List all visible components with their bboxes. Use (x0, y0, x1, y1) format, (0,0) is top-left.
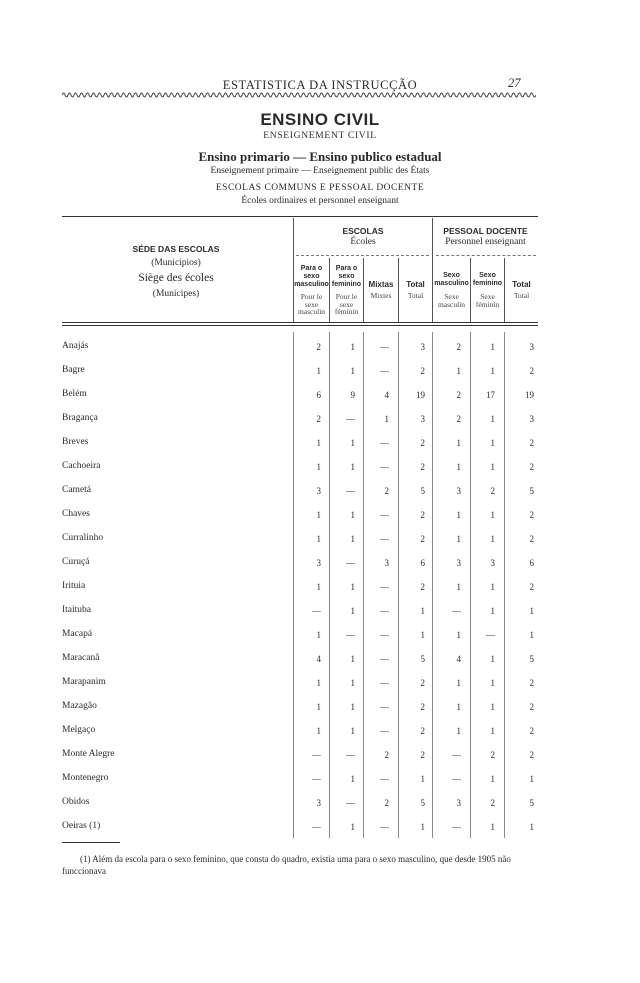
table-cell: 9 (350, 390, 355, 400)
table-cell: 1 (456, 582, 461, 592)
table-cell: 1 (420, 822, 425, 832)
table-cell: 1 (350, 654, 355, 664)
table-cell: — (312, 606, 321, 616)
table-cell: 1 (316, 726, 321, 736)
table-cell: 3 (420, 414, 425, 424)
municipio-name: Marapanim (62, 677, 106, 687)
column-header-fr: sexe (339, 299, 354, 309)
header-divider (363, 258, 364, 322)
table-cell: 2 (384, 798, 389, 808)
table-cell: 1 (350, 510, 355, 520)
column-header-fr: Mixtes (370, 291, 392, 300)
table-cell: 3 (529, 414, 534, 424)
table-top-rule (62, 216, 538, 217)
table-cell: 5 (529, 798, 534, 808)
table-cell: 3 (456, 558, 461, 568)
table-cell: 6 (529, 558, 534, 568)
column-header-fr: masculin (297, 307, 326, 316)
table-cell: 1 (490, 582, 495, 592)
municipio-name: Monte Alegre (62, 749, 115, 759)
decorative-wavy-rule (62, 91, 536, 99)
table-cell: 4 (456, 654, 461, 664)
table-cell: 5 (529, 486, 534, 496)
table-cell: 1 (490, 726, 495, 736)
table-cell: 3 (316, 486, 321, 496)
table-cell: 3 (490, 558, 495, 568)
column-header-fr: sexe (304, 299, 319, 309)
municipio-name: Itaituba (62, 605, 92, 615)
table-cell: 1 (456, 462, 461, 472)
table-cell: 1 (316, 678, 321, 688)
table-cell: 2 (420, 438, 425, 448)
table-cell: 1 (456, 438, 461, 448)
table-cell: 2 (420, 510, 425, 520)
table-cell: 1 (350, 606, 355, 616)
table-cell: 2 (529, 534, 534, 544)
table-cell: — (380, 654, 389, 664)
footnote: (1) Além da escola para o sexo feminino, que consta do quadro, existia uma para o sexo masculino, que desde 1905 não funccionava (62, 854, 511, 876)
column-header-fr: Sexe (444, 292, 459, 301)
table-cell: 2 (456, 390, 461, 400)
table-cell: 1 (529, 606, 534, 616)
table-cell: 1 (316, 534, 321, 544)
table-cell: 1 (456, 510, 461, 520)
table-cell: 2 (529, 462, 534, 472)
table-cell: — (346, 558, 355, 568)
table-cell: 1 (490, 366, 495, 376)
table-cell: 1 (316, 510, 321, 520)
table-cell: 1 (316, 630, 321, 640)
column-header-fr: Pour le (300, 292, 323, 301)
municipio-name: Cachoeira (62, 461, 101, 471)
column-header-fr: Total (407, 291, 424, 300)
table-cell: 1 (316, 366, 321, 376)
municipio-name: Bagre (62, 365, 85, 375)
municipio-name: Oeiras (1) (62, 821, 101, 831)
table-cell: 2 (420, 462, 425, 472)
header-divider (398, 258, 399, 322)
table-cell: 3 (456, 486, 461, 496)
table-cell: 2 (420, 750, 425, 760)
table-cell: — (380, 678, 389, 688)
table-cell: 2 (529, 366, 534, 376)
table-cell: — (380, 822, 389, 832)
table-cell: 2 (529, 678, 534, 688)
municipio-name: Bragança (62, 413, 98, 423)
column-header-pt: masculino (294, 281, 329, 288)
table-cell: 2 (384, 486, 389, 496)
table-cell: 1 (490, 606, 495, 616)
table-cell: 2 (420, 582, 425, 592)
table-cell: 1 (350, 726, 355, 736)
table-cell: 5 (420, 486, 425, 496)
table-cell: 1 (350, 702, 355, 712)
municipio-name: Curralinho (62, 533, 104, 543)
table-cell: 2 (529, 510, 534, 520)
ecoles-header: Écoles (350, 237, 376, 247)
table-cell: — (380, 774, 389, 784)
column-header-fr: masculin (437, 299, 466, 309)
table-cell: 3 (529, 342, 534, 352)
table-cell: 5 (420, 798, 425, 808)
column-header-pt: feminino (472, 280, 503, 287)
column-header-pt: Mixtas (368, 280, 394, 289)
table-cell: 3 (384, 558, 389, 568)
municipio-name: Irituia (62, 581, 86, 591)
table-cell: — (380, 510, 389, 520)
escolas-header: ESCOLAS (342, 226, 384, 236)
pessoal-header: PESSOAL DOCENTE (443, 226, 528, 236)
table-cell: 4 (384, 390, 389, 400)
footnote-rule (62, 842, 120, 843)
table-cell: 1 (350, 774, 355, 784)
municipio-name: Montenegro (62, 773, 109, 783)
table-cell: 1 (456, 678, 461, 688)
table-cell: — (380, 438, 389, 448)
siege-header: Siège des écoles (138, 272, 214, 284)
column-header-fr: féminin (475, 299, 500, 309)
table-cell: — (486, 630, 495, 640)
municipes-header: (Municipes) (152, 289, 200, 299)
column-header-pt: sexo (303, 273, 320, 280)
column-header-fr: féminin (334, 307, 359, 316)
table-cell: 2 (529, 438, 534, 448)
table-cell: 4 (316, 654, 321, 664)
table-cell: 2 (456, 414, 461, 424)
table-cell: 1 (490, 822, 495, 832)
table-cell: 1 (456, 630, 461, 640)
table-cell: 1 (529, 630, 534, 640)
section-title: Ensino primario — Ensino publico estadual (198, 149, 442, 164)
table-title: ESCOLAS COMMUNS E PESSOAL DOCENTE (215, 183, 425, 193)
table-cell: 2 (384, 750, 389, 760)
table-cell: 1 (350, 462, 355, 472)
table-cell: 2 (529, 750, 534, 760)
table-cell: — (346, 798, 355, 808)
table-cell: — (346, 630, 355, 640)
table-cell: 1 (490, 534, 495, 544)
table-cell: 1 (420, 606, 425, 616)
column-header-pt: Sexo (443, 272, 460, 279)
table-cell: 1 (490, 342, 495, 352)
column-header-pt: Sexo (479, 272, 496, 279)
table-cell: — (380, 582, 389, 592)
table-cell: — (452, 774, 461, 784)
municipio-name: Maracanã (62, 653, 100, 663)
table-cell: 2 (316, 414, 321, 424)
table-cell: 5 (529, 654, 534, 664)
table-cell: — (346, 486, 355, 496)
municipio-name: Belém (62, 389, 87, 399)
table-cell: 17 (486, 390, 495, 400)
pessoal-group-rule (436, 255, 536, 256)
table-cell: 1 (456, 702, 461, 712)
table-cell: 6 (420, 558, 425, 568)
table-cell: — (380, 342, 389, 352)
table-title-fr: Écoles ordinaires et personnel enseignant (241, 196, 399, 206)
table-cell: — (380, 366, 389, 376)
municipio-name: Macapá (62, 629, 93, 639)
table-cell: — (312, 822, 321, 832)
escolas-group-rule (296, 255, 429, 256)
municipios-header: (Municipios) (151, 258, 201, 268)
municipio-name: Obidos (62, 797, 90, 807)
column-header-fr: Total (513, 291, 530, 300)
table-cell: 1 (350, 366, 355, 376)
table-cell: 1 (529, 774, 534, 784)
header-divider (504, 258, 505, 322)
header-bottom-rule-double (62, 325, 538, 326)
table-cell: 1 (456, 366, 461, 376)
table-cell: 2 (490, 798, 495, 808)
table-cell: 1 (490, 678, 495, 688)
table-cell: 1 (490, 438, 495, 448)
column-header-pt: masculino (434, 280, 469, 287)
personnel-header: Personnel enseignant (445, 237, 526, 247)
table-cell: 2 (490, 486, 495, 496)
column-header-fr: Sexe (480, 292, 495, 301)
municipio-name: Breves (62, 437, 89, 447)
table-cell: 2 (529, 582, 534, 592)
table-cell: 3 (316, 558, 321, 568)
table-cell: — (380, 630, 389, 640)
table-cell: 3 (456, 798, 461, 808)
section-title-fr: Enseignement primaire — Enseignement public des États (210, 166, 430, 176)
table-cell: 1 (490, 774, 495, 784)
table-cell: 1 (490, 702, 495, 712)
table-cell: 19 (416, 390, 425, 400)
table-cell: — (380, 534, 389, 544)
table-cell: 1 (350, 534, 355, 544)
table-cell: 1 (529, 822, 534, 832)
table-cell: 3 (420, 342, 425, 352)
main-title-fr: ENSEIGNEMENT CIVIL (263, 131, 377, 141)
table-cell: 1 (456, 534, 461, 544)
table-cell: 1 (350, 582, 355, 592)
table-cell: 2 (420, 726, 425, 736)
table-cell: 1 (490, 462, 495, 472)
table-cell: 1 (490, 414, 495, 424)
page-number: 27 (508, 76, 521, 90)
municipio-name: Anajás (62, 341, 89, 351)
table-cell: 2 (316, 342, 321, 352)
municipio-name: Melgaço (62, 725, 96, 735)
table-cell: 1 (490, 654, 495, 664)
table-cell: 1 (316, 438, 321, 448)
table-cell: 1 (316, 582, 321, 592)
table-cell: 2 (529, 726, 534, 736)
table-cell: 2 (420, 366, 425, 376)
table-cell: — (452, 606, 461, 616)
table-cell: 1 (350, 438, 355, 448)
table-cell: 5 (420, 654, 425, 664)
table-cell: — (346, 414, 355, 424)
table-cell: 1 (316, 462, 321, 472)
table-cell: 1 (456, 726, 461, 736)
column-header-pt: feminino (331, 281, 362, 288)
municipio-name: Chaves (62, 509, 90, 519)
municipio-name: Cametá (62, 485, 92, 495)
table-cell: 1 (420, 774, 425, 784)
column-divider (504, 332, 505, 838)
table-cell: 1 (350, 342, 355, 352)
table-cell: — (452, 822, 461, 832)
table-cell: 2 (420, 702, 425, 712)
table-cell: 2 (529, 702, 534, 712)
running-header-title: ESTATISTICA DA INSTRUCÇÃO (222, 78, 418, 92)
table-cell: 2 (420, 534, 425, 544)
table-cell: — (312, 750, 321, 760)
table-cell: — (346, 750, 355, 760)
table-cell: 1 (316, 702, 321, 712)
table-cell: — (452, 750, 461, 760)
table-cell: 1 (384, 414, 389, 424)
table-cell: 1 (420, 630, 425, 640)
table-cell: — (380, 606, 389, 616)
header-divider (470, 258, 471, 322)
column-header-pt: Para o (335, 265, 358, 272)
column-header-pt: Total (512, 280, 531, 289)
table-cell: — (380, 462, 389, 472)
table-cell: 1 (350, 678, 355, 688)
municipio-name: Mazagão (62, 701, 97, 711)
table-cell: 1 (490, 510, 495, 520)
table-cell: 19 (525, 390, 534, 400)
sede-header: SÉDE DAS ESCOLAS (132, 244, 220, 254)
table-cell: 1 (350, 822, 355, 832)
table-cell: 3 (316, 798, 321, 808)
column-header-fr: Pour le (335, 292, 358, 301)
table-cell: — (380, 702, 389, 712)
table-cell: 2 (420, 678, 425, 688)
header-bottom-rule (62, 322, 538, 323)
table-cell: 2 (490, 750, 495, 760)
municipio-name: Curuçá (62, 557, 90, 567)
main-title: ENSINO CIVIL (260, 110, 380, 129)
table-cell: 2 (456, 342, 461, 352)
column-header-pt: Para o (300, 265, 323, 272)
column-header-pt: Total (406, 280, 425, 289)
column-header-pt: sexo (338, 273, 355, 280)
table-cell: — (380, 726, 389, 736)
table-cell: 6 (316, 390, 321, 400)
table-cell: — (312, 774, 321, 784)
